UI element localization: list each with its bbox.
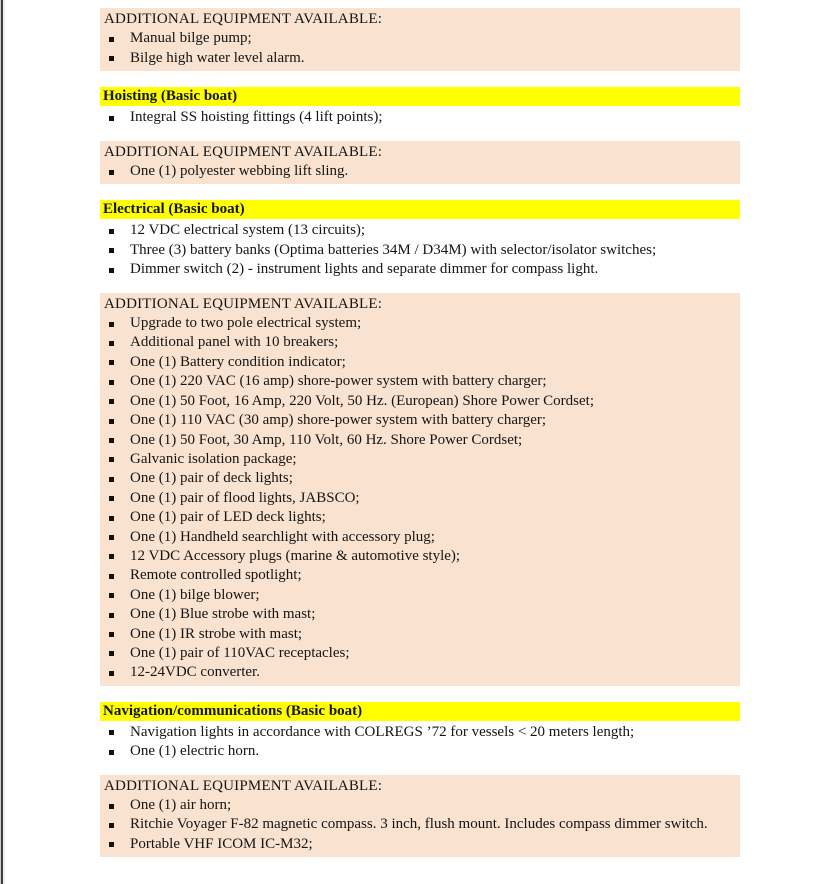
list-item-text: One (1) Blue strobe with mast;	[130, 606, 316, 623]
section-heading-label: Hoisting (Basic boat)	[103, 88, 238, 105]
list-item-text: 12-24VDC converter.	[130, 664, 260, 681]
equipment-block	[100, 141, 740, 185]
list-item-text: Bilge high water level alarm.	[130, 49, 305, 66]
list-item	[100, 431, 740, 450]
list-item	[100, 547, 740, 566]
list-item	[100, 372, 740, 391]
list-item	[100, 29, 740, 48]
equipment-block-header: ADDITIONAL EQUIPMENT AVAILABLE:	[104, 295, 383, 312]
list-item-text: One (1) pair of LED deck lights;	[130, 509, 326, 526]
equipment-block	[100, 8, 740, 71]
list-item-text: One (1) pair of flood lights, JABSCO;	[130, 489, 360, 506]
section-heading	[100, 87, 740, 106]
list-item	[100, 314, 740, 333]
list-item-text: One (1) 50 Foot, 16 Amp, 220 Volt, 50 Hz. (European) Shore Power Cordset;	[130, 392, 594, 409]
list-item	[100, 508, 740, 527]
list-item	[100, 469, 740, 488]
list-item	[100, 528, 740, 547]
list-item	[100, 221, 740, 240]
bullet-items	[100, 723, 740, 762]
list-item-text: One (1) IR strobe with mast;	[130, 625, 303, 642]
list-item	[100, 108, 740, 127]
list-item	[100, 663, 740, 682]
bullet-list	[100, 221, 740, 279]
section-heading	[100, 702, 740, 721]
list-item	[100, 815, 740, 834]
list-item-text: Dimmer switch (2) - instrument lights and separate dimmer for compass light.	[130, 261, 599, 278]
equipment-block-header: ADDITIONAL EQUIPMENT AVAILABLE:	[104, 143, 383, 160]
list-item-text: One (1) Handheld searchlight with accessory plug;	[130, 528, 435, 545]
page-left-edge-shadow	[3, 0, 5, 884]
section-heading	[100, 200, 740, 219]
list-item-text: Navigation lights in accordance with COLREGS ’72 for vessels < 20 meters length;	[130, 723, 635, 740]
list-item	[100, 49, 740, 68]
list-item	[100, 450, 740, 469]
list-item	[100, 742, 740, 761]
bullet-list	[100, 108, 740, 127]
equipment-block	[100, 293, 740, 686]
list-item	[100, 353, 740, 372]
list-item	[100, 644, 740, 663]
list-item-text: One (1) air horn;	[130, 797, 232, 813]
bullet-items	[100, 314, 740, 683]
list-item-text: One (1) Battery condition indicator;	[130, 353, 346, 370]
bullet-list	[100, 723, 740, 762]
list-item-text: One (1) pair of deck lights;	[130, 470, 293, 487]
list-item	[100, 162, 740, 181]
list-item-text: 12 VDC electrical system (13 circuits);	[130, 222, 366, 239]
list-item-text: One (1) 110 VAC (30 amp) shore-power system with battery charger;	[130, 412, 547, 429]
list-item	[100, 489, 740, 508]
list-item-text: Galvanic isolation package;	[130, 450, 297, 467]
list-item-text: Ritchie Voyager F-82 magnetic compass. 3 inch, flush mount. Includes compass dimmer switch.	[130, 816, 708, 833]
list-item-text: 12 VDC Accessory plugs (marine & automotive style);	[130, 547, 461, 564]
section-heading-label: Electrical (Basic boat)	[103, 201, 245, 218]
list-item	[100, 723, 740, 742]
list-item	[100, 392, 740, 411]
list-item-text: Upgrade to two pole electrical system;	[130, 315, 362, 332]
list-item-text: One (1) pair of 110VAC receptacles;	[130, 644, 350, 661]
list-item	[100, 605, 740, 624]
list-item-text: Remote controlled spotlight;	[130, 567, 302, 584]
equipment-block-header: ADDITIONAL EQUIPMENT AVAILABLE:	[104, 777, 383, 794]
bullet-items	[100, 108, 740, 127]
document-content	[100, 0, 740, 857]
bullet-items	[100, 29, 740, 68]
list-item	[100, 835, 740, 854]
list-item-text: Integral SS hoisting fittings (4 lift points);	[130, 109, 383, 126]
list-item	[100, 241, 740, 260]
section-heading-label: Navigation/communications (Basic boat)	[103, 702, 363, 719]
list-item	[100, 586, 740, 605]
list-item-text: One (1) electric horn.	[130, 743, 260, 760]
equipment-block-header: ADDITIONAL EQUIPMENT AVAILABLE:	[104, 11, 383, 27]
bullet-items	[100, 796, 740, 854]
list-item-text: One (1) 220 VAC (16 amp) shore-power system with battery charger;	[130, 373, 547, 390]
list-item-text: One (1) bilge blower;	[130, 586, 260, 603]
list-item	[100, 260, 740, 279]
list-item-text: Manual bilge pump;	[130, 30, 252, 47]
list-item-text: Three (3) battery banks (Optima batteries 34M / D34M) with selector/isolator switches;	[130, 241, 657, 258]
list-item-text: Additional panel with 10 breakers;	[130, 334, 339, 351]
equipment-block	[100, 775, 740, 858]
list-item	[100, 796, 740, 815]
list-item	[100, 411, 740, 430]
bullet-items	[100, 162, 740, 181]
bullet-items	[100, 221, 740, 279]
list-item	[100, 566, 740, 585]
list-item	[100, 625, 740, 644]
list-item-text: Portable VHF ICOM IC-M32;	[130, 835, 313, 852]
list-item-text: One (1) 50 Foot, 30 Amp, 110 Volt, 60 Hz. Shore Power Cordset;	[130, 431, 523, 448]
list-item	[100, 333, 740, 352]
list-item-text: One (1) polyester webbing lift sling.	[130, 163, 349, 180]
